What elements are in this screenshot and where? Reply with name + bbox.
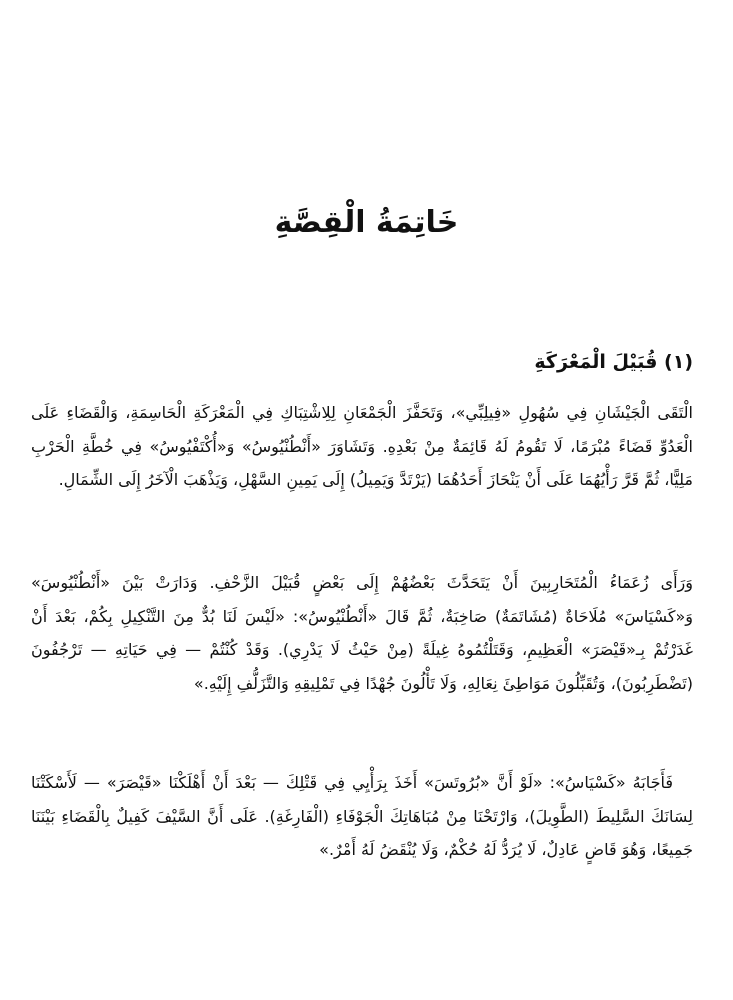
- paragraph-1: الْتَقَى الْجَيْشَانِ فِي سُهُولِ «فِيلِبِّي»، وَتَحَفَّزَ الْجَمْعَانِ لِلِاشْتِبَاكِ فِي الْمَعْرَكَةِ الْحَاسِمَةِ، وَالْقَضَاءِ عَلَى الْعَدُوِّ قَضَاءً مُبْرَمًا، لَا تَقُومُ لَهُ قَائِمَةٌ مِنْ بَعْدِهِ. وَتَشَاوَرَ «أَنْطُنْيُوسُ» وَ«أُكْتَفْيُوسُ» فِي خُطَّةِ الْحَرْبِ مَلِيًّا، ثُمَّ قَرَّ رَأْيُهُمَا عَلَى أَنْ يَنْحَازَ أَحَدُهُمَا (يَرْتَدَّ وَيَمِيلُ) إِلَى يَمِينِ السَّهْلِ، وَيَذْهَبَ الْآخَرُ إِلَى الشِّمَالِ.: [31, 403, 693, 490]
- paragraph-2: وَرَأَى زُعَمَاءُ الْمُتَحَارِبِينَ أَنْ يَتَحَدَّثَ بَعْضُهُمْ إِلَى بَعْضٍ قُبَيْلَ الزَّحْفِ. وَدَارَتْ بَيْنَ «أَنْطُنْيُوسَ» وَ«كَسْيَاسَ» مُلَاحَاةٌ (مُشَاتَمَةٌ) صَاخِبَةٌ، ثُمَّ قَالَ «أَنْطُنْيُوسُ»: «لَيْسَ لَنَا بُدٌّ مِنَ التَّنْكِيلِ بِكُمْ، بَعْدَ أَنْ غَدَرْتُمْ بِـ«قَيْصَرَ» الْعَظِيمِ، وَقَتَلْتُمُوهُ غِيلَةً (مِنْ حَيْثُ لَا يَدْرِي). وَقَدْ كُنْتُمْ — فِي حَيَاتِهِ — تَرْجُفُونَ (تَضْطَرِبُونَ)، وَتُقَبِّلُونَ مَوَاطِئَ نِعَالِهِ، وَلَا تَأْلُونَ جُهْدًا فِي تَمْلِيقِهِ وَالتَّزَلُّفِ إِلَيْهِ.»: [31, 573, 693, 693]
- chapter-title: خَاتِمَةُ الْقِصَّةِ: [274, 205, 459, 240]
- section-heading: (١) قُبَيْلَ الْمَعْرَكَةِ: [534, 351, 693, 373]
- paragraph-3: فَأَجَابَهُ «كَسْيَاسُ»: «لَوْ أَنَّ «بُرُوتَسَ» أَخَذَ بِرَأْيِي فِي قَتْلِكَ — بَعْدَ أَنْ أَهْلَكْنَا «قَيْصَرَ» — لَأَسْكَتْنَا لِسَانَكَ السَّلِيطَ (الطَّوِيلَ)، وَارْتَحْنَا مِنْ مُبَاهَاتِكَ الْجَوْفَاءِ (الْفَارِغَةِ). عَلَى أَنَّ السَّيْفَ كَفِيلٌ بِالْقَضَاءِ بَيْنَنَا جَمِيعًا، وَهُوَ قَاضٍ عَادِلٌ، لَا يُرَدُّ لَهُ حُكْمٌ، وَلَا يُنْقَضُ لَهُ أَمْرٌ.»: [31, 773, 693, 860]
